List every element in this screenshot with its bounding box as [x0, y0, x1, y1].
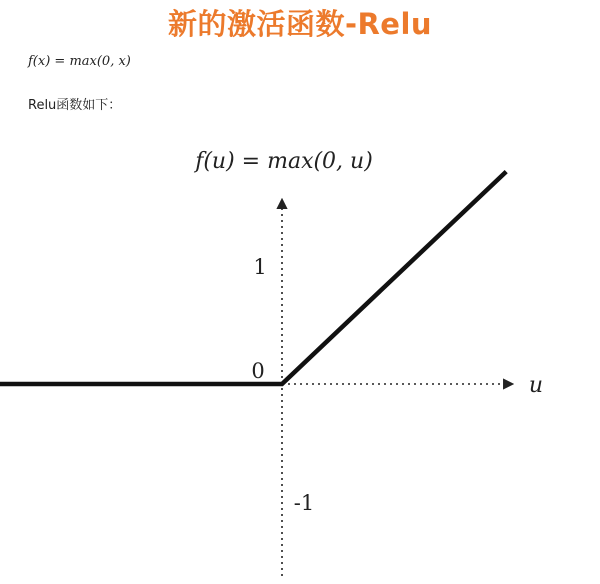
relu-formula: f(x) = max(0, x) — [28, 54, 131, 69]
y-tick-label: 0 — [251, 359, 265, 383]
relu-caption: Relu函数如下： — [28, 98, 122, 113]
page-title: 新的激活函数-Relu — [167, 7, 433, 41]
y-tick-label: -1 — [293, 491, 315, 515]
y-tick-label: 1 — [253, 255, 267, 279]
x-axis-label: u — [528, 373, 544, 398]
chart-title: f(u) = max(0, u) — [195, 149, 373, 174]
